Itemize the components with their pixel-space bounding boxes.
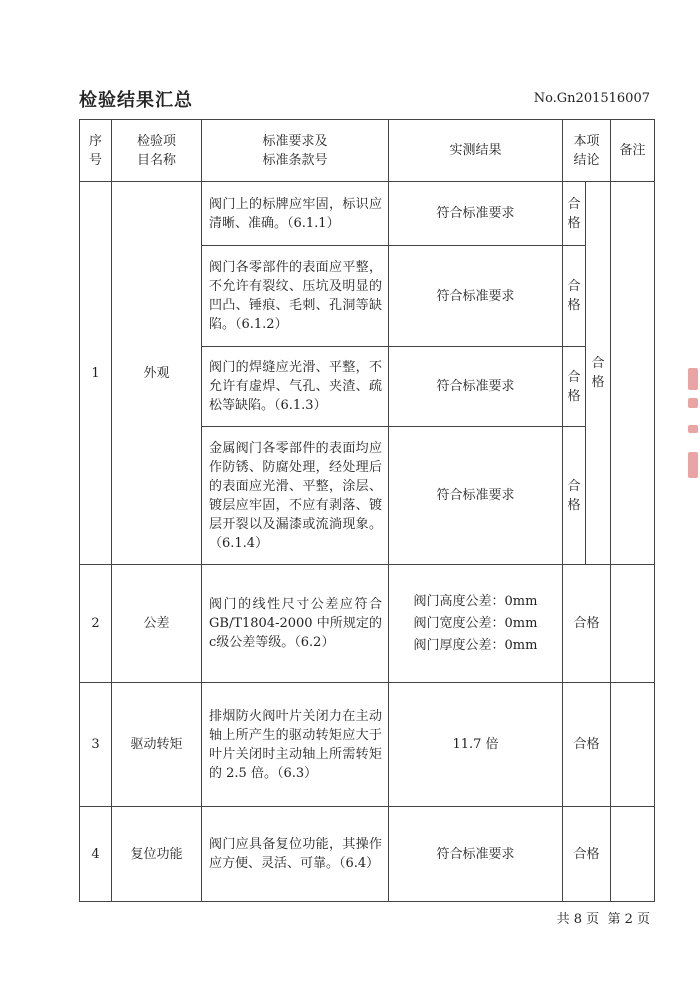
row-result: 符合标准要求 xyxy=(389,807,563,902)
seal-mark xyxy=(688,452,698,478)
row-item: 外观 xyxy=(112,182,202,565)
row-result: 符合标准要求 xyxy=(389,182,563,246)
row-item: 复位功能 xyxy=(112,807,202,902)
result-thickness: 阀门厚度公差：0mm xyxy=(413,637,538,653)
table-row xyxy=(80,565,655,683)
row-item: 驱动转矩 xyxy=(112,683,202,807)
sub-conclusion xyxy=(563,347,586,427)
result-width: 阀门宽度公差：0mm xyxy=(413,615,538,631)
page-title: 检验结果汇总 xyxy=(79,90,193,111)
sub-conclusion xyxy=(563,182,586,246)
result-height: 阀门高度公差：0mm xyxy=(413,593,538,609)
total-pages: 共 8 页 xyxy=(556,912,600,927)
table-row xyxy=(80,182,655,246)
seal-mark xyxy=(688,425,698,433)
header-seq: 序 号 xyxy=(80,120,112,182)
row-result: 11.7 倍 xyxy=(389,683,563,807)
row-conclusion-text: 合 格 xyxy=(591,356,605,390)
row-requirement: 阀门上的标牌应牢固，标识应清晰、准确。（6.1.1） xyxy=(202,182,389,246)
row-requirement: 阀门的焊缝应光滑、平整，不允许有虚焊、气孔、夹渣、疏松等缺陷。（6.1.3） xyxy=(202,347,389,427)
header-item: 检验项 目名称 xyxy=(112,120,202,182)
sub-conclusion xyxy=(563,427,586,565)
page-number: 第 2 页 xyxy=(607,912,650,927)
header-standard: 标准要求及 标准条款号 xyxy=(202,120,389,182)
row-requirement: 阀门应具备复位功能，其操作应方便、灵活、可靠。（6.4） xyxy=(202,807,389,902)
row-item: 公差 xyxy=(112,565,202,683)
seal-mark xyxy=(688,368,698,390)
sub-conclusion-text: 合 格 xyxy=(567,196,581,231)
row-seq: 4 xyxy=(80,807,112,902)
header-remark: 备注 xyxy=(611,120,655,182)
row-requirement: 金属阀门各零部件的表面均应作防锈、防腐处理，经处理后的表面应光滑、平整，涂层、镀层应牢固，不应有剥落、镀层开裂以及漏漆或流淌现象。（6.1.4） xyxy=(202,427,389,565)
row-seq: 2 xyxy=(80,565,112,683)
row-conclusion xyxy=(586,182,611,565)
row-remark xyxy=(611,807,655,902)
row-remark xyxy=(611,182,655,565)
row-remark xyxy=(611,683,655,807)
header-result: 实测结果 xyxy=(389,120,563,182)
row-conclusion: 合格 xyxy=(563,807,611,902)
row-requirement: 阀门各零部件的表面应平整，不允许有裂纹、压坑及明显的凹凸、锤痕、毛刺、孔洞等缺陷。（6.1.2） xyxy=(202,246,389,347)
seal-mark xyxy=(688,398,698,408)
row-seq: 3 xyxy=(80,683,112,807)
row-seq: 1 xyxy=(80,182,112,565)
page-footer xyxy=(557,908,650,927)
report-number: No.Gn201516007 xyxy=(533,91,650,106)
inspection-results-table xyxy=(79,119,655,902)
table-row xyxy=(80,807,655,902)
row-requirement: 排烟防火阀叶片关闭力在主动轴上所产生的驱动转矩应大于叶片关闭时主动轴上所需转矩的 2.5 倍。（6.3） xyxy=(202,683,389,807)
row-conclusion: 合格 xyxy=(563,565,611,683)
row-result: 符合标准要求 xyxy=(389,347,563,427)
header-conclusion: 本项 结论 xyxy=(563,120,611,182)
row-result xyxy=(389,565,563,683)
sub-conclusion-text: 合 格 xyxy=(567,369,581,404)
header-row xyxy=(80,120,655,182)
row-conclusion: 合格 xyxy=(563,683,611,807)
row-result: 符合标准要求 xyxy=(389,246,563,347)
row-requirement: 阀门的线性尺寸公差应符合GB/T1804-2000 中所规定的c级公差等级。（6.2） xyxy=(202,565,389,683)
sub-conclusion-text: 合 格 xyxy=(567,478,581,513)
sub-conclusion xyxy=(563,246,586,347)
row-remark xyxy=(611,565,655,683)
row-result: 符合标准要求 xyxy=(389,427,563,565)
table-row xyxy=(80,683,655,807)
sub-conclusion-text: 合 格 xyxy=(567,279,581,313)
